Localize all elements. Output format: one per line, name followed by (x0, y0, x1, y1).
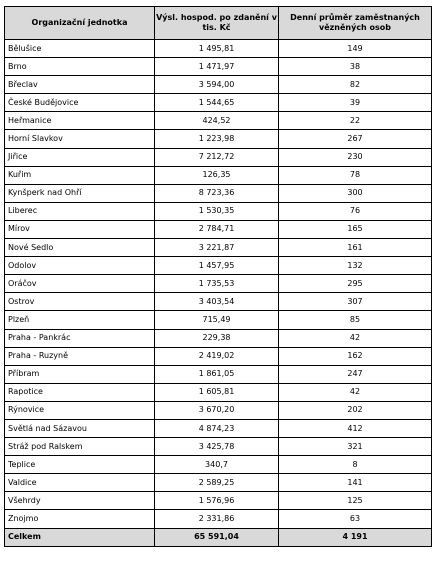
table-row (5, 365, 432, 383)
daily-average-cell: 42 (279, 383, 432, 401)
economic-result-cell: 715,49 (155, 311, 279, 329)
unit-name-cell: Valdice (5, 474, 155, 492)
daily-average-cell: 22 (279, 112, 432, 130)
table-footer (5, 528, 432, 546)
header-row (5, 7, 432, 40)
daily-average-cell: 141 (279, 474, 432, 492)
unit-name-cell: Světlá nad Sázavou (5, 419, 155, 437)
table-row (5, 275, 432, 293)
header-organizational-unit: Organizační jednotka (5, 7, 155, 40)
table-row (5, 257, 432, 275)
daily-average-cell: 412 (279, 419, 432, 437)
economic-result-cell: 1 861,05 (155, 365, 279, 383)
table-row (5, 220, 432, 238)
economic-result-cell: 2 419,02 (155, 347, 279, 365)
daily-average-cell: 321 (279, 438, 432, 456)
unit-name-cell: Praha - Ruzyně (5, 347, 155, 365)
table-row (5, 419, 432, 437)
economic-result-cell: 340,7 (155, 456, 279, 474)
table-row (5, 293, 432, 311)
table-row (5, 492, 432, 510)
table-row (5, 456, 432, 474)
table-row (5, 239, 432, 257)
unit-name-cell: Odolov (5, 257, 155, 275)
table-row (5, 184, 432, 202)
daily-average-cell: 267 (279, 130, 432, 148)
daily-average-cell: 161 (279, 239, 432, 257)
unit-name-cell: Ostrov (5, 293, 155, 311)
economic-result-cell: 1 605,81 (155, 383, 279, 401)
economic-result-cell: 7 212,72 (155, 148, 279, 166)
economic-result-cell: 2 331,86 (155, 510, 279, 528)
document-page (4, 6, 431, 547)
economic-result-cell: 1 576,96 (155, 492, 279, 510)
daily-average-cell: 295 (279, 275, 432, 293)
unit-name-cell: Znojmo (5, 510, 155, 528)
daily-average-cell: 76 (279, 202, 432, 220)
unit-name-cell: Kuřim (5, 166, 155, 184)
table-row (5, 202, 432, 220)
table-row (5, 401, 432, 419)
unit-name-cell: Teplice (5, 456, 155, 474)
economic-result-cell: 1 530,35 (155, 202, 279, 220)
economic-result-cell: 424,52 (155, 112, 279, 130)
daily-average-cell: 82 (279, 76, 432, 94)
economic-result-cell: 2 589,25 (155, 474, 279, 492)
total-label: Celkem (5, 528, 155, 546)
unit-name-cell: České Budějovice (5, 94, 155, 112)
table-row (5, 112, 432, 130)
daily-average-cell: 42 (279, 329, 432, 347)
table-row (5, 148, 432, 166)
daily-average-cell: 63 (279, 510, 432, 528)
daily-average-cell: 38 (279, 58, 432, 76)
unit-name-cell: Rapotice (5, 383, 155, 401)
table-row (5, 76, 432, 94)
daily-average-cell: 300 (279, 184, 432, 202)
daily-average-cell: 230 (279, 148, 432, 166)
unit-name-cell: Příbram (5, 365, 155, 383)
economic-result-cell: 3 221,87 (155, 239, 279, 257)
daily-average-cell: 165 (279, 220, 432, 238)
daily-average-cell: 162 (279, 347, 432, 365)
economic-result-cell: 3 670,20 (155, 401, 279, 419)
table-row (5, 383, 432, 401)
unit-name-cell: Kynšperk nad Ohří (5, 184, 155, 202)
table-row (5, 347, 432, 365)
daily-average-cell: 8 (279, 456, 432, 474)
header-daily-average: Denní průměr zaměstnaných vězněných osob (279, 7, 432, 40)
unit-name-cell: Horní Slavkov (5, 130, 155, 148)
unit-name-cell: Oráčov (5, 275, 155, 293)
unit-name-cell: Stráž pod Ralskem (5, 438, 155, 456)
economic-result-cell: 8 723,36 (155, 184, 279, 202)
table-row (5, 58, 432, 76)
unit-name-cell: Brno (5, 58, 155, 76)
economic-result-cell: 1 457,95 (155, 257, 279, 275)
daily-average-cell: 149 (279, 40, 432, 58)
economic-result-cell: 4 874,23 (155, 419, 279, 437)
table-row (5, 510, 432, 528)
unit-name-cell: Rýnovice (5, 401, 155, 419)
table-row (5, 40, 432, 58)
table-row (5, 329, 432, 347)
economic-result-cell: 2 784,71 (155, 220, 279, 238)
unit-name-cell: Mírov (5, 220, 155, 238)
daily-average-cell: 202 (279, 401, 432, 419)
table-row (5, 438, 432, 456)
economic-result-cell: 3 425,78 (155, 438, 279, 456)
economic-result-cell: 3 594,00 (155, 76, 279, 94)
table-row (5, 166, 432, 184)
unit-name-cell: Jiřice (5, 148, 155, 166)
economic-result-cell: 1 471,97 (155, 58, 279, 76)
prison-economic-results-table (4, 6, 432, 547)
table-row (5, 311, 432, 329)
daily-average-cell: 132 (279, 257, 432, 275)
unit-name-cell: Nové Sedlo (5, 239, 155, 257)
header-economic-result: Výsl. hospod. po zdanění v tis. Kč (155, 7, 279, 40)
daily-average-cell: 78 (279, 166, 432, 184)
unit-name-cell: Bělušice (5, 40, 155, 58)
unit-name-cell: Heřmanice (5, 112, 155, 130)
total-row (5, 528, 432, 546)
unit-name-cell: Všehrdy (5, 492, 155, 510)
economic-result-cell: 3 403,54 (155, 293, 279, 311)
daily-average-cell: 39 (279, 94, 432, 112)
economic-result-cell: 1 495,81 (155, 40, 279, 58)
unit-name-cell: Liberec (5, 202, 155, 220)
daily-average-cell: 247 (279, 365, 432, 383)
daily-average-cell: 85 (279, 311, 432, 329)
table-row (5, 130, 432, 148)
economic-result-cell: 1 544,65 (155, 94, 279, 112)
table-row (5, 474, 432, 492)
daily-average-cell: 307 (279, 293, 432, 311)
economic-result-cell: 1 223,98 (155, 130, 279, 148)
economic-result-cell: 1 735,53 (155, 275, 279, 293)
table-header (5, 7, 432, 40)
unit-name-cell: Praha - Pankrác (5, 329, 155, 347)
economic-result-cell: 126,35 (155, 166, 279, 184)
table-row (5, 94, 432, 112)
total-result: 65 591,04 (155, 528, 279, 546)
unit-name-cell: Plzeň (5, 311, 155, 329)
daily-average-cell: 125 (279, 492, 432, 510)
table-body (5, 40, 432, 529)
unit-name-cell: Břeclav (5, 76, 155, 94)
economic-result-cell: 229,38 (155, 329, 279, 347)
total-average: 4 191 (279, 528, 432, 546)
